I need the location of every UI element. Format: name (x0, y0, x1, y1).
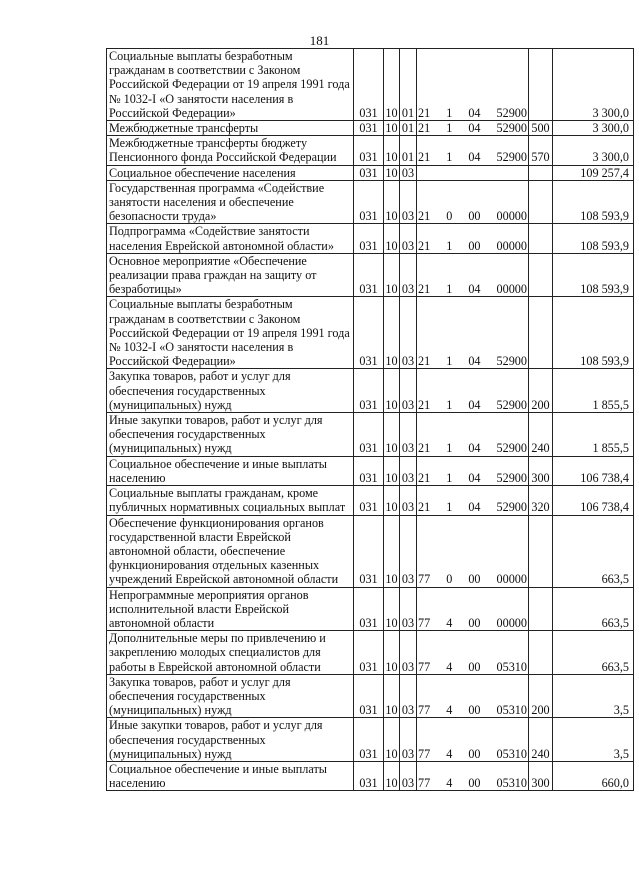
subprogram-code: 0 (446, 209, 453, 224)
target-article-code (418, 616, 527, 630)
section-code-cell: 10 (384, 456, 400, 485)
ministry-code-cell: 031 (354, 369, 384, 413)
target-article-code (418, 471, 527, 485)
table-row (107, 136, 634, 165)
amount-cell: 3,5 (553, 674, 634, 718)
row-name-cell: Социальное обеспечение и иные выплаты населению (107, 456, 354, 485)
row-name-cell: Межбюджетные трансферты бюджету Пенсионного фонда Российской Федерации (107, 136, 354, 165)
table-row (107, 718, 634, 762)
expense-type-cell (529, 631, 553, 675)
event-code: 04 (468, 105, 481, 120)
direction-code: 05310 (496, 776, 527, 791)
program-code: 77 (418, 703, 431, 718)
ministry-code-cell: 031 (354, 515, 384, 587)
event-code: 04 (468, 121, 481, 136)
target-article-cell (417, 224, 529, 253)
section-code-cell: 10 (384, 587, 400, 631)
subprogram-code: 1 (446, 282, 453, 297)
program-code: 21 (418, 470, 431, 485)
program-code: 21 (418, 209, 431, 224)
subsection-code-cell: 03 (400, 165, 417, 180)
program-code: 21 (418, 105, 431, 120)
row-name-cell: Обеспечение функционирования органов государственной власти Еврейской автономной области, обеспечение функционирования отдельных казенных учреждений Еврейской автономной области (107, 515, 354, 587)
ministry-code-cell: 031 (354, 718, 384, 762)
target-article-cell (417, 49, 529, 121)
event-code: 04 (468, 470, 481, 485)
expense-type-cell: 570 (529, 136, 553, 165)
amount-cell: 1 855,5 (553, 369, 634, 413)
subprogram-code: 0 (446, 572, 453, 587)
subsection-code-cell: 03 (400, 224, 417, 253)
amount-cell: 109 257,4 (553, 165, 634, 180)
subprogram-code: 1 (446, 500, 453, 515)
ministry-code-cell: 031 (354, 180, 384, 224)
event-code: 04 (468, 500, 481, 515)
amount-cell: 1 855,5 (553, 413, 634, 457)
target-article-cell (417, 165, 529, 180)
amount-cell: 3 300,0 (553, 49, 634, 121)
row-name-cell: Дополнительные меры по привлечению и закреплению молодых специалистов для работы в Еврейской автономной области (107, 631, 354, 675)
program-code: 77 (418, 615, 431, 630)
subsection-code-cell: 03 (400, 486, 417, 515)
direction-code: 05310 (496, 746, 527, 761)
program-code: 21 (418, 397, 431, 412)
subprogram-code: 1 (446, 470, 453, 485)
program-code: 77 (418, 776, 431, 791)
direction-code: 00000 (496, 209, 527, 224)
event-code: 00 (468, 776, 481, 791)
target-article-code (418, 660, 527, 674)
table-row (107, 224, 634, 253)
event-code: 04 (468, 150, 481, 165)
expense-type-cell: 240 (529, 413, 553, 457)
row-name-cell: Социальное обеспечение и иные выплаты населению (107, 761, 354, 790)
subsection-code-cell: 03 (400, 587, 417, 631)
section-code-cell: 10 (385, 121, 398, 136)
row-name-cell: Межбюджетные трансферты (107, 121, 354, 136)
amount-cell: 106 738,4 (553, 486, 634, 515)
row-name-cell: Иные закупки товаров, работ и услуг для обеспечения государственных (муниципальных) нужд (107, 413, 354, 457)
table-row (107, 165, 634, 180)
program-code: 21 (418, 441, 431, 456)
table-row (107, 49, 634, 121)
ministry-code-cell: 031 (354, 486, 384, 515)
amount-cell: 663,5 (553, 631, 634, 675)
row-name-cell: Социальные выплаты безработным гражданам в соответствии с Законом Российской Федерации от 19 апреля 1991 года № 1032-I «О занятости населения в Российской Федерации» (107, 297, 354, 369)
expense-type-cell (529, 165, 553, 180)
ministry-code-cell: 031 (354, 456, 384, 485)
section-code-cell: 10 (384, 631, 400, 675)
direction-code: 52900 (496, 150, 527, 165)
row-name-cell: Закупка товаров, работ и услуг для обеспечения государственных (муниципальных) нужд (107, 369, 354, 413)
target-article-code (418, 209, 527, 223)
event-code: 00 (468, 209, 481, 224)
subprogram-code: 1 (446, 354, 453, 369)
direction-code: 52900 (496, 354, 527, 369)
expense-type-cell (529, 180, 553, 224)
subprogram-code: 4 (446, 659, 453, 674)
target-article-code (418, 747, 527, 761)
direction-code: 00000 (496, 572, 527, 587)
amount-cell: 3 300,0 (553, 121, 634, 136)
subsection-code-cell: 03 (400, 253, 417, 297)
event-code: 00 (468, 659, 481, 674)
section-code-cell: 10 (384, 136, 400, 165)
target-article-code (418, 239, 527, 253)
subsection-code-cell: 03 (400, 515, 417, 587)
target-article-cell (417, 631, 529, 675)
subprogram-code: 1 (446, 150, 453, 165)
expense-type-cell (529, 515, 553, 587)
page-number: 181 (309, 33, 330, 48)
table-row (107, 761, 634, 790)
section-code-cell: 10 (385, 165, 398, 180)
direction-code: 00000 (496, 238, 527, 253)
program-code: 21 (418, 238, 431, 253)
amount-cell: 660,0 (553, 761, 634, 790)
target-article-cell (417, 515, 529, 587)
event-code: 00 (468, 572, 481, 587)
subprogram-code: 1 (446, 238, 453, 253)
direction-code: 52900 (496, 441, 527, 456)
target-article-cell (417, 369, 529, 413)
section-code-cell: 10 (384, 253, 400, 297)
subsection-code-cell: 01 (400, 121, 417, 136)
direction-code: 05310 (496, 703, 527, 718)
amount-cell: 663,5 (553, 515, 634, 587)
target-article-code (418, 703, 527, 717)
section-code-cell: 10 (384, 413, 400, 457)
amount-cell: 108 593,9 (553, 224, 634, 253)
subsection-code-cell: 03 (400, 718, 417, 762)
subprogram-code: 1 (446, 121, 453, 136)
program-code: 77 (418, 746, 431, 761)
target-article-cell (417, 180, 529, 224)
program-code: 21 (418, 150, 431, 165)
ministry-code-cell: 031 (354, 674, 384, 718)
subsection-code-cell: 01 (400, 136, 417, 165)
table-row (107, 515, 634, 587)
program-code: 21 (418, 121, 431, 136)
ministry-code-cell: 031 (354, 49, 384, 121)
subsection-code-cell: 01 (400, 49, 417, 121)
event-code: 00 (468, 238, 481, 253)
budget-table (106, 48, 634, 791)
subsection-code-cell: 03 (400, 369, 417, 413)
expense-type-cell: 200 (529, 674, 553, 718)
target-article-code (418, 121, 527, 135)
table-row (107, 587, 634, 631)
program-code: 77 (418, 572, 431, 587)
amount-cell: 108 593,9 (553, 180, 634, 224)
target-article-cell (417, 297, 529, 369)
ministry-code-cell: 031 (354, 224, 384, 253)
subsection-code-cell: 03 (400, 413, 417, 457)
amount-cell: 3 300,0 (553, 136, 634, 165)
table-row (107, 369, 634, 413)
section-code-cell: 10 (384, 674, 400, 718)
subprogram-code: 1 (446, 397, 453, 412)
event-code: 04 (468, 282, 481, 297)
ministry-code-cell: 031 (354, 761, 384, 790)
direction-code: 52900 (496, 500, 527, 515)
program-code: 77 (418, 659, 431, 674)
target-article-cell (417, 413, 529, 457)
table-row (107, 413, 634, 457)
subprogram-code: 1 (446, 105, 453, 120)
event-code: 00 (468, 703, 481, 718)
direction-code: 00000 (496, 282, 527, 297)
event-code: 04 (468, 397, 481, 412)
target-article-code (418, 354, 527, 368)
expense-type-cell: 200 (529, 369, 553, 413)
direction-code: 52900 (496, 121, 527, 136)
table-row (107, 297, 634, 369)
subprogram-code: 1 (446, 441, 453, 456)
expense-type-cell: 320 (529, 486, 553, 515)
table-row (107, 631, 634, 675)
row-name-cell: Социальное обеспечение населения (107, 165, 354, 180)
ministry-code-cell: 031 (354, 631, 384, 675)
ministry-code-cell: 031 (354, 121, 384, 136)
amount-cell: 106 738,4 (553, 456, 634, 485)
expense-type-cell (529, 224, 553, 253)
amount-cell: 108 593,9 (553, 297, 634, 369)
subprogram-code: 4 (446, 703, 453, 718)
table-row (107, 180, 634, 224)
ministry-code-cell: 031 (354, 413, 384, 457)
table-row (107, 456, 634, 485)
event-code: 04 (468, 354, 481, 369)
target-article-code (418, 150, 527, 164)
row-name-cell: Основное мероприятие «Обеспечение реализации права граждан на защиту от безработицы» (107, 253, 354, 297)
target-article-cell (417, 674, 529, 718)
ministry-code-cell: 031 (354, 587, 384, 631)
expense-type-cell: 300 (529, 456, 553, 485)
section-code-cell: 10 (384, 761, 400, 790)
section-code-cell: 10 (384, 297, 400, 369)
program-code: 21 (418, 354, 431, 369)
event-code: 04 (468, 441, 481, 456)
row-name-cell: Государственная программа «Содействие занятости населения и обеспечение безопасности труда» (107, 180, 354, 224)
expense-type-cell (529, 49, 553, 121)
target-article-code (418, 441, 527, 455)
table-row (107, 486, 634, 515)
section-code-cell: 10 (384, 224, 400, 253)
subprogram-code: 4 (446, 615, 453, 630)
subsection-code-cell: 03 (400, 761, 417, 790)
expense-type-cell (529, 253, 553, 297)
direction-code: 52900 (496, 105, 527, 120)
target-article-cell (417, 121, 529, 136)
expense-type-cell (529, 587, 553, 631)
target-article-code (418, 106, 527, 120)
target-article-cell (417, 456, 529, 485)
expense-type-cell: 500 (529, 121, 553, 136)
section-code-cell: 10 (384, 718, 400, 762)
expense-type-cell (529, 297, 553, 369)
amount-cell: 663,5 (553, 587, 634, 631)
target-article-code (418, 776, 527, 790)
target-article-cell (417, 587, 529, 631)
target-article-cell (417, 761, 529, 790)
direction-code: 00000 (496, 615, 527, 630)
section-code-cell: 10 (384, 49, 400, 121)
section-code-cell: 10 (384, 180, 400, 224)
target-article-code (418, 572, 527, 586)
row-name-cell: Закупка товаров, работ и услуг для обеспечения государственных (муниципальных) нужд (107, 674, 354, 718)
subsection-code-cell: 03 (400, 674, 417, 718)
table-row (107, 253, 634, 297)
event-code: 00 (468, 746, 481, 761)
subsection-code-cell: 03 (400, 631, 417, 675)
section-code-cell: 10 (384, 515, 400, 587)
event-code: 00 (468, 615, 481, 630)
subprogram-code: 4 (446, 746, 453, 761)
subsection-code-cell: 03 (400, 456, 417, 485)
direction-code: 52900 (496, 397, 527, 412)
expense-type-cell: 240 (529, 718, 553, 762)
ministry-code-cell: 031 (354, 253, 384, 297)
amount-cell: 3,5 (553, 718, 634, 762)
subsection-code-cell: 03 (400, 297, 417, 369)
target-article-code (418, 500, 527, 514)
amount-cell: 108 593,9 (553, 253, 634, 297)
table-row (107, 674, 634, 718)
target-article-cell (417, 718, 529, 762)
target-article-code (418, 282, 527, 296)
section-code-cell: 10 (384, 486, 400, 515)
target-article-code (418, 398, 527, 412)
row-name-cell: Социальные выплаты гражданам, кроме публичных нормативных социальных выплат (107, 486, 354, 515)
row-name-cell: Социальные выплаты безработным гражданам в соответствии с Законом Российской Федерации от 19 апреля 1991 года № 1032-I «О занятости населения в Российской Федерации» (107, 49, 354, 121)
subsection-code-cell: 03 (400, 180, 417, 224)
ministry-code-cell: 031 (354, 136, 384, 165)
target-article-cell (417, 136, 529, 165)
row-name-cell: Непрограммные мероприятия органов исполнительной власти Еврейской автономной области (107, 587, 354, 631)
ministry-code-cell: 031 (354, 165, 384, 180)
table-row (107, 121, 634, 136)
ministry-code-cell: 031 (354, 297, 384, 369)
section-code-cell: 10 (384, 369, 400, 413)
subprogram-code: 4 (446, 776, 453, 791)
expense-type-cell: 300 (529, 761, 553, 790)
program-code: 21 (418, 282, 431, 297)
program-code: 21 (418, 500, 431, 515)
row-name-cell: Подпрограмма «Содействие занятости населения Еврейской автономной области» (107, 224, 354, 253)
direction-code: 05310 (496, 659, 527, 674)
direction-code: 52900 (496, 470, 527, 485)
target-article-cell (417, 253, 529, 297)
target-article-cell (417, 486, 529, 515)
row-name-cell: Иные закупки товаров, работ и услуг для обеспечения государственных (муниципальных) нужд (107, 718, 354, 762)
